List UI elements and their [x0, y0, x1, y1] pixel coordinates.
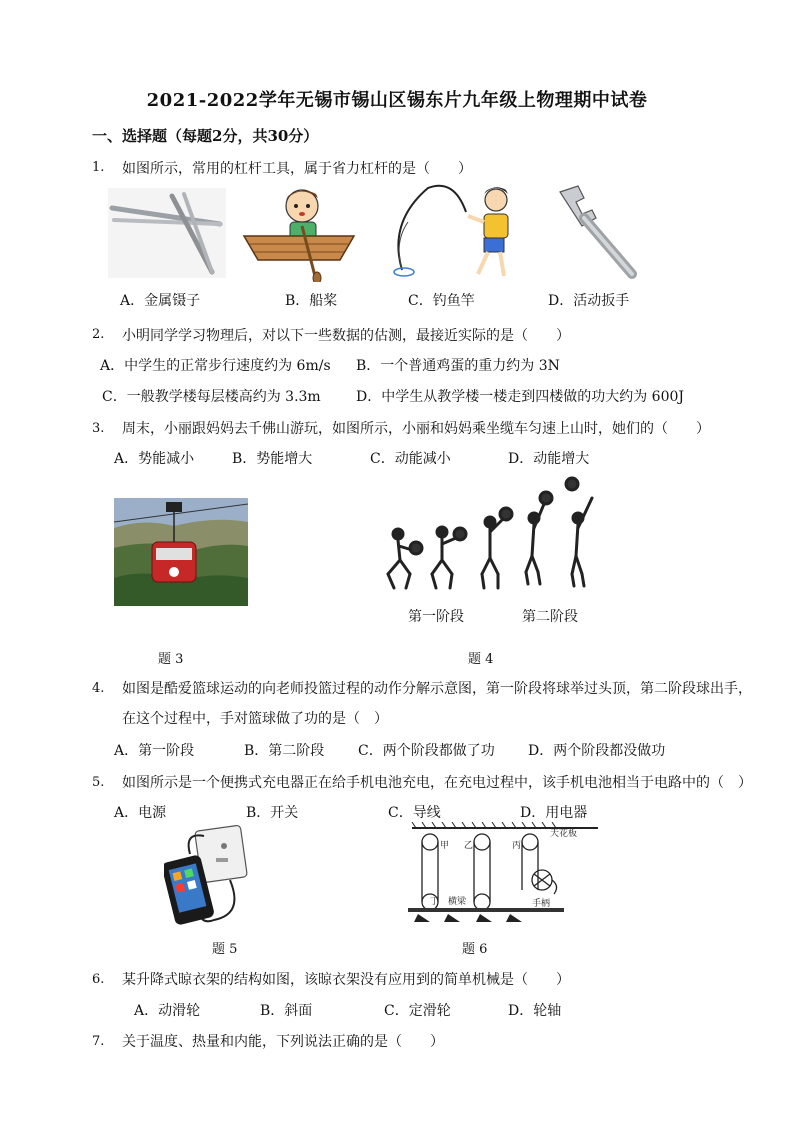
- q4-text-line1: 如图是酷爱篮球运动的向老师投篮过程的动作分解示意图，第一阶段将球举过头顶，第二阶段球出手，: [122, 681, 752, 697]
- fishing-rod-image: [384, 182, 516, 282]
- q4-option-a: A．第一阶段: [114, 743, 195, 759]
- q4-number: 4.: [92, 681, 105, 696]
- fig6-handle-label: 手柄: [532, 899, 551, 909]
- q6-option-b: B．斜面: [260, 1003, 313, 1019]
- q3-number: 3.: [92, 421, 105, 436]
- q3-option-c: C．动能减小: [370, 451, 451, 467]
- q3-text: 周末，小丽跟妈妈去千佛山游玩，如图所示，小丽和妈妈乘坐缆车匀速上山时，她们的（ ）: [122, 421, 710, 437]
- fig6-ceiling-label: 天花板: [550, 829, 578, 839]
- q2-option-d: D．中学生从教学楼一楼走到四楼做的功大约为 600J: [356, 389, 685, 405]
- cable-car-image: [114, 498, 248, 606]
- fig4-caption: 题 4: [468, 652, 494, 667]
- tweezers-image: [108, 188, 226, 278]
- fig4-stage2-label: 第二阶段: [522, 609, 578, 625]
- q5-option-c: C．导线: [388, 805, 441, 821]
- basketball-sequence-image: [380, 476, 606, 592]
- section-heading: 一、选择题（每题2分，共30分）: [92, 127, 319, 145]
- q6-option-d: D．轮轴: [508, 1003, 562, 1019]
- q3-option-b: B．势能增大: [232, 451, 313, 467]
- q4-text-line2: 在这个过程中，手对篮球做了功的是（ ）: [122, 711, 388, 727]
- q1-option-d: D．活动扳手: [548, 293, 630, 309]
- q3-option-d: D．动能增大: [508, 451, 590, 467]
- fig6-caption: 题 6: [462, 942, 488, 957]
- fig5-caption: 题 5: [212, 942, 238, 957]
- q4-option-d: D．两个阶段都没做功: [528, 743, 666, 759]
- q2-option-a: A．中学生的正常步行速度约为 6m/s: [100, 358, 331, 374]
- q6-option-c: C．定滑轮: [384, 1003, 451, 1019]
- q1-option-a: A．金属镊子: [120, 293, 201, 309]
- q2-number: 2.: [92, 327, 105, 342]
- q1-option-c: C．钓鱼竿: [408, 293, 475, 309]
- fig6-jia-label: 甲: [440, 841, 450, 851]
- q6-option-a: A．动滑轮: [134, 1003, 201, 1019]
- q2-option-c: C．一般教学楼每层楼高约为 3.3m: [102, 389, 321, 405]
- q1-text: 如图所示，常用的杠杆工具，属于省力杠杆的是（ ）: [122, 161, 472, 177]
- q1-option-b: B．船桨: [285, 293, 338, 309]
- fig3-caption: 题 3: [158, 652, 184, 667]
- q5-option-b: B．开关: [246, 805, 299, 821]
- q7-text: 关于温度、热量和内能，下列说法正确的是（ ）: [122, 1034, 444, 1050]
- q1-number: 1.: [92, 160, 105, 175]
- q6-number: 6.: [92, 972, 105, 987]
- fig6-yi-label: 乙: [464, 841, 474, 851]
- fig6-ding-label: 丁: [430, 897, 440, 907]
- q5-option-a: A．电源: [114, 805, 167, 821]
- fig4-stage1-label: 第一阶段: [408, 609, 464, 625]
- q3-option-a: A．势能减小: [114, 451, 195, 467]
- q5-text: 如图所示是一个便携式充电器正在给手机电池充电，在充电过程中，该手机电池相当于电路中的（ ）: [122, 775, 752, 791]
- fig6-bing-label: 丙: [512, 841, 522, 851]
- fig6-beam-label: 横梁: [448, 897, 467, 907]
- page-title: 2021-2022学年无锡市锡山区锡东片九年级上物理期中试卷: [146, 90, 648, 111]
- q5-option-d: D．用电器: [520, 805, 588, 821]
- boat-oar-image: [240, 184, 358, 282]
- q7-number: 7.: [92, 1034, 105, 1049]
- clothes-rack-diagram: [404, 822, 604, 932]
- wrench-image: [552, 184, 642, 282]
- power-bank-phone-image: [164, 824, 250, 928]
- q2-option-b: B．一个普通鸡蛋的重力约为 3N: [356, 358, 560, 374]
- q2-text: 小明同学学习物理后，对以下一些数据的估测，最接近实际的是（ ）: [122, 328, 570, 344]
- q6-text: 某升降式晾衣架的结构如图，该晾衣架没有应用到的简单机械是（ ）: [122, 972, 570, 988]
- q4-option-b: B．第二阶段: [244, 743, 325, 759]
- q4-option-c: C．两个阶段都做了功: [358, 743, 495, 759]
- q5-number: 5.: [92, 775, 105, 790]
